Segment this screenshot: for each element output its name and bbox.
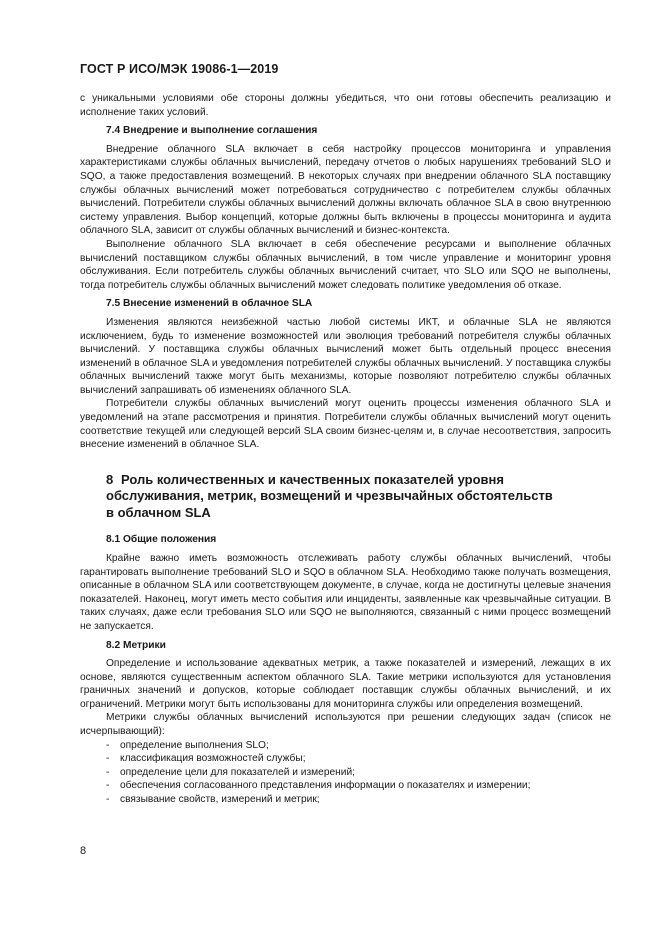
list-item-text: определение выполнения SLO; <box>120 739 269 751</box>
subsection-heading: 8.2 Метрики <box>106 639 166 651</box>
paragraph: Определение и использование адекватных метрик, а также показателей и измерений, лежащих в их основе, являются существенным аспектом облачного SLA. Такие метрики используются для установления граничных значений и допусков, которые соблюдает поставщик службы облачных вычислений, и их ограничений. Метрики могут быть использованы для мониторинга службы или определения возмещений. <box>80 658 611 710</box>
section-number: 8 <box>106 471 114 487</box>
section-title-line: обслуживания, метрик, возмещений и чрезвычайных обстоятельств <box>106 488 553 504</box>
dash-bullet: - <box>106 739 110 751</box>
dash-bullet: - <box>106 766 110 778</box>
list-item-text: обеспечения согласованного представления информации о показателях и измерении; <box>120 780 531 792</box>
paragraph: Метрики службы облачных вычислений используются при решении следующих задач (список не исчерпывающий): <box>80 712 611 738</box>
list-item-text: связывание свойств, измерений и метрик; <box>120 794 320 806</box>
subsection-heading: 8.1 Общие положения <box>106 534 217 546</box>
paragraph: Внедрение облачного SLA включает в себя настройку процессов мониторинга и управления характеристиками службы облачных вычислений, передачу отчетов о любых нарушениях требований SLO и SQO, а также предоставления возмещений. В некоторых случаях при внедрении облачного SLA поставщику службы облачных вычислений может потребоваться сотрудничество с потребителем службы облачных вычислений. Потребители службы облачных вычислений должны включать облачное SLA в свою внутреннюю систему управления. Выбор концепций, которые должны быть включены в процессы мониторинга и аудита облачного SLA, зависит от службы облачных вычислений и бизнес-контекста. <box>80 143 611 237</box>
section-title-line: в облачном SLA <box>106 504 211 520</box>
page-number: 8 <box>80 845 87 857</box>
paragraph: Крайне важно иметь возможность отслеживать работу службы облачных вычислений, чтобы гарантировать выполнение требований SLO и SQO в облачном SLA. Необходимо также получать возмещения, описанные в облачном SLA или соответствующем документе, в случае, когда не достигнуты целевые значения показателей. Наконец, могут иметь место события или инциденты, заявленные как чрезвычайные ситуации. В таких случаях, даже если требования SLO или SQO не выполняются, связанный с ними процесс возмещений не запускается. <box>80 552 611 632</box>
dash-bullet: - <box>106 794 110 806</box>
document-body <box>80 92 611 807</box>
list-item <box>80 766 611 780</box>
list-item <box>80 752 611 766</box>
paragraph: Изменения являются неизбежной частью любой системы ИКТ, и облачные SLA не являются исключением, будь то изменение возможностей или эволюция требований потребителя службы облачных вычислений. У поставщика службы облачных вычислений может быть отдельный процесс внесения изменений в облачное SLA и уведомления потребителей службы облачных вычислений. У поставщика службы облачных вычислений также могут быть механизмы, которые позволяют потребителю службы облачных вычислений запрашивать об изменениях облачного SLA. <box>80 316 611 396</box>
section-heading <box>80 472 611 522</box>
list-item <box>80 793 611 807</box>
subsection-heading: 7.4 Внедрение и выполнение соглашения <box>106 125 318 137</box>
task-list <box>80 739 611 807</box>
section-title-line: Роль количественных и качественных показателей уровня <box>121 471 504 487</box>
dash-bullet: - <box>106 780 110 792</box>
subsection-heading: 7.5 Внесение изменений в облачное SLA <box>106 298 313 310</box>
paragraph: Выполнение облачного SLA включает в себя обеспечение ресурсами и выполнение облачных вычислений поставщиком службы облачных вычислений, в том числе управление и мониторинг уровня обслуживания. Если потребитель службы облачных вычислений считает, что SLO или SQO не выполнены, тогда потребитель службы облачных вычислений может следовать политике уведомления об отказе. <box>80 238 611 291</box>
paragraph: Потребители службы облачных вычислений могут оценить процессы изменения облачного SLA и уведомлений на этапе рассмотрения и принятия. Потребители службы облачных вычислений могут оценить соответствие текущей или следующей версий SLA своим бизнес-целям и, в случае несоответствия, запросить внесение изменений в облачное SLA. <box>80 398 611 451</box>
list-item-text: классификация возможностей службы; <box>120 753 306 765</box>
dash-bullet: - <box>106 753 110 765</box>
paragraph: с уникальными условиями обе стороны должны убедиться, что они готовы обеспечить реализацию и исполнение таких условий. <box>80 93 611 118</box>
list-item-text: определение цели для показателей и измерений; <box>120 766 355 778</box>
list-item <box>80 779 611 793</box>
document-header: ГОСТ Р ИСО/МЭК 19086-1—2019 <box>80 62 279 76</box>
list-item <box>80 739 611 753</box>
